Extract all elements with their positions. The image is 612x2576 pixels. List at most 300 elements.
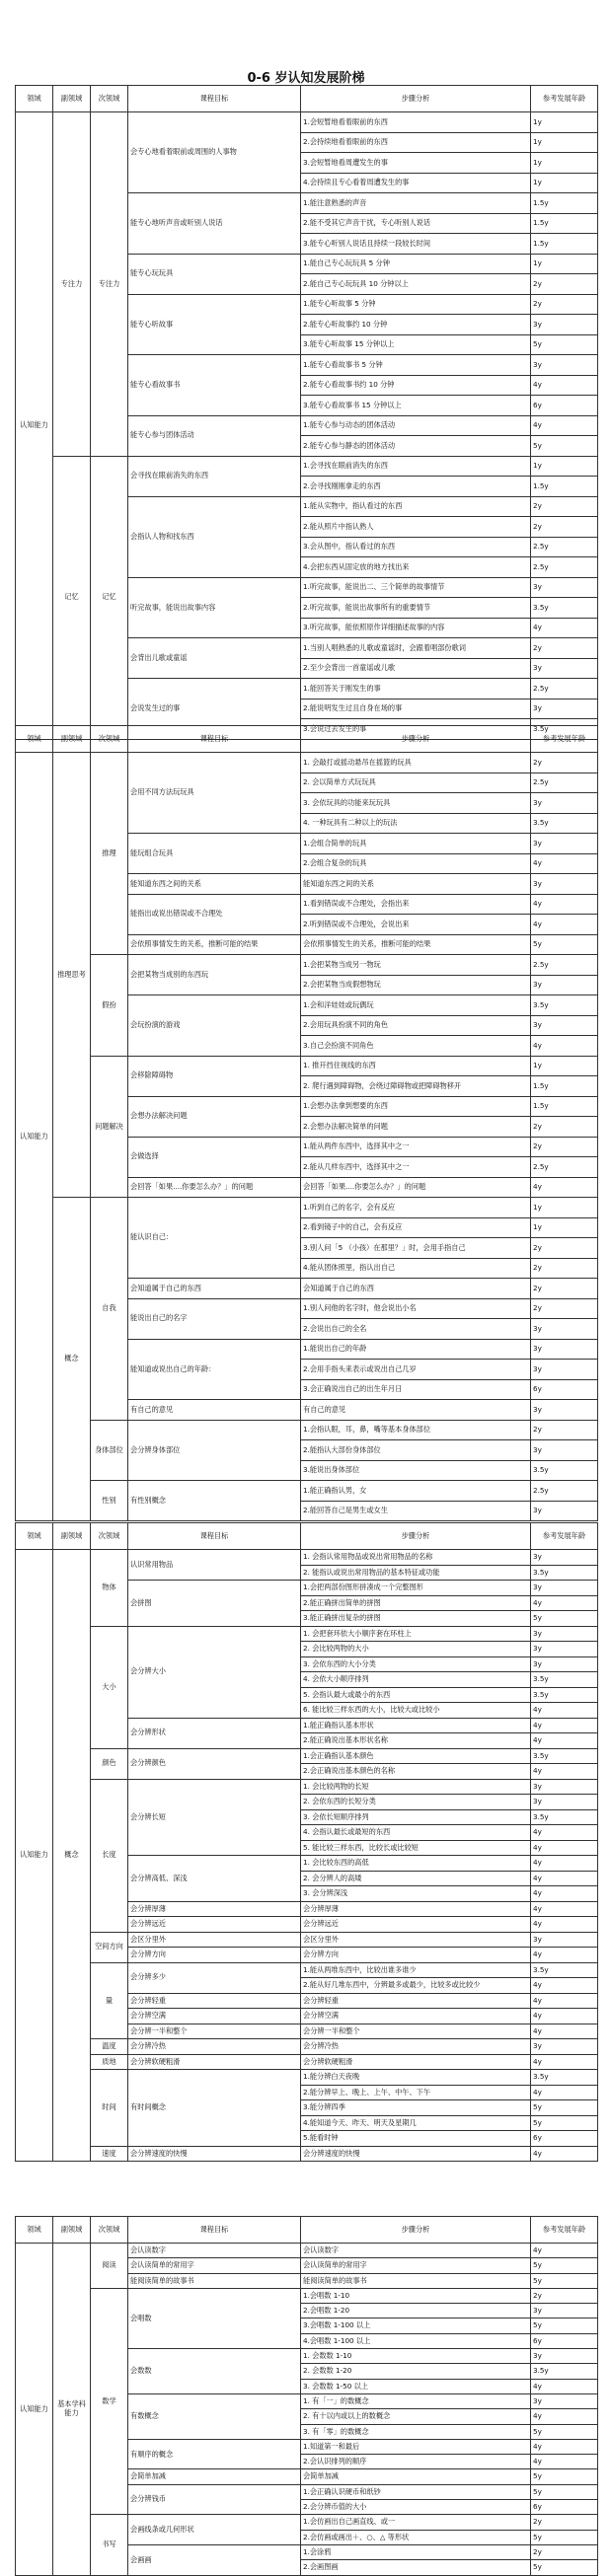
cell-step: 2.能专心参与静态的团体活动 xyxy=(301,436,531,457)
cell-step: 2.至少会背出一首童谣或儿歌 xyxy=(301,658,531,679)
cell-step: 1.会寻找在眼前消失的东西 xyxy=(301,456,531,477)
cell-goal: 会分辨一半和整个 xyxy=(128,2024,301,2039)
cell-second: 阅读 xyxy=(91,2244,128,2289)
cell-goal: 会唱数 xyxy=(128,2288,301,2348)
cell-goal: 会分辨轻重 xyxy=(128,1993,301,2009)
cell-age: 4y xyxy=(531,1703,598,1719)
table-row xyxy=(16,2515,598,2530)
cell-age: 1y xyxy=(531,1198,598,1218)
cell-second: 自我 xyxy=(91,1198,128,1421)
cell-age: 3.5y xyxy=(531,719,598,740)
cell-age: 5y xyxy=(531,2115,598,2131)
table-section-3 xyxy=(15,1522,597,2162)
cell-age: 2y xyxy=(531,1258,598,1279)
cell-step: 会区分里外 xyxy=(301,1932,531,1948)
cell-goal: 能指出或说出错误或不合理处 xyxy=(128,894,301,934)
table-row xyxy=(16,1932,598,1948)
cell-step: 2.能正确拼出简单的拼图 xyxy=(301,1595,531,1611)
cell-step: 2.会说出自己的全名 xyxy=(301,1319,531,1340)
cell-step: 1.会涂鸦 xyxy=(301,2544,531,2559)
cell-step: 1. 有「一」的数概念 xyxy=(301,2393,531,2408)
cell-step: 1.会仿画出自己画直线、或一 xyxy=(301,2515,531,2530)
cell-age: 3.5y xyxy=(531,1748,598,1764)
cell-age: 2y xyxy=(531,2288,598,2303)
cell-step: 3.会短暂地看周遭发生的事 xyxy=(301,153,531,174)
cell-step: 3. 有「零」的数概念 xyxy=(301,2424,531,2439)
cell-goal: 会分辨方向 xyxy=(128,1948,301,1963)
cell-step: 5. 能比较三样东西，比较长或比较短 xyxy=(301,1840,531,1856)
header-second: 次领域 xyxy=(91,86,128,112)
cell-goal: 认识常用物品 xyxy=(128,1550,301,1581)
table-section-1 xyxy=(15,85,597,740)
cell-step: 2.会组合复杂的玩具 xyxy=(301,853,531,874)
header-age: 参考发展年龄 xyxy=(531,86,598,112)
cell-goal: 能说出自己的名字 xyxy=(128,1298,301,1339)
cell-age: 1y xyxy=(531,112,598,133)
table-row xyxy=(16,2146,598,2162)
cell-goal: 会分辨颜色 xyxy=(128,1748,301,1779)
cell-step: 3.能分辨四季 xyxy=(301,2100,531,2116)
cell-age: 3y xyxy=(531,658,598,679)
cell-step: 3. 会分辨深浅 xyxy=(301,1886,531,1902)
cell-age: 3y xyxy=(531,2039,598,2055)
cell-age: 5y xyxy=(531,334,598,355)
cell-subdomain: 概念 xyxy=(53,1198,91,1521)
cell-step: 2.能从照片中指认熟人 xyxy=(301,517,531,538)
cell-second: 大小 xyxy=(91,1626,128,1748)
header-row xyxy=(16,726,598,753)
cell-age: 4y xyxy=(531,1871,598,1886)
cell-age: 3.5y xyxy=(531,598,598,619)
cell-age: 3.5y xyxy=(531,1687,598,1703)
cell-step: 会分辨空满 xyxy=(301,2009,531,2024)
cell-goal: 会画画 xyxy=(128,2544,301,2575)
table-row xyxy=(16,112,598,133)
cell-age: 2y xyxy=(531,517,598,538)
cell-age: 5y xyxy=(531,1611,598,1627)
header-second: 次领域 xyxy=(91,1523,128,1550)
header-subdomain: 副领域 xyxy=(53,86,91,112)
cell-step: 1.会正确认识硬币和纸钞 xyxy=(301,2484,531,2499)
cell-age: 4y xyxy=(531,1978,598,1994)
cell-step: 1.当别人唱熟悉的儿歌或童谣时，会跟着唱部份歌词 xyxy=(301,638,531,659)
cell-step: 2.会用手指头来表示或说出自己几岁 xyxy=(301,1360,531,1380)
cell-age: 2y xyxy=(531,1279,598,1299)
table-row xyxy=(16,456,598,477)
cell-goal: 会把某物当成别的东西玩 xyxy=(128,955,301,995)
cell-age: 3.5y xyxy=(531,1962,598,1978)
cell-age: 3y xyxy=(531,1360,598,1380)
cell-age: 2y xyxy=(531,638,598,659)
header-steps: 步骤分析 xyxy=(301,726,531,753)
cell-step: 1.能专心听故事 5 分钟 xyxy=(301,294,531,315)
cell-goal: 能阅读简单的故事书 xyxy=(128,2273,301,2288)
cell-age: 3y xyxy=(531,355,598,376)
cell-step: 3.会正确说出自己的出生年月日 xyxy=(301,1379,531,1400)
header-age: 参考发展年龄 xyxy=(531,726,598,753)
cell-age: 4y xyxy=(531,1177,598,1198)
cell-goal: 会说发生过的事 xyxy=(128,679,301,740)
cell-age: 3.5y xyxy=(531,1460,598,1481)
cell-step: 2. 会数数 1-20 xyxy=(301,2364,531,2379)
cell-age: 4y xyxy=(531,2439,598,2454)
cell-second: 专注力 xyxy=(91,112,128,457)
cell-step: 1.会指认眼，耳，鼻，嘴等基本身体部位 xyxy=(301,1420,531,1440)
cell-goal: 能专心地听声音或听别人说话 xyxy=(128,193,301,255)
cell-subdomain: 专注力 xyxy=(53,112,91,457)
cell-age: 1y xyxy=(531,173,598,193)
cell-step: 1. 会比较两物的长短 xyxy=(301,1779,531,1795)
cell-second: 速度 xyxy=(91,2146,128,2162)
cell-age: 4y xyxy=(531,1856,598,1872)
cell-age: 4y xyxy=(531,2379,598,2393)
cell-age: 2y xyxy=(531,1298,598,1319)
cell-age: 3.5y xyxy=(531,2364,598,2379)
cell-step: 1. 会数数 1-10 xyxy=(301,2349,531,2364)
cell-step: 4. 会指认最长或最短的东西 xyxy=(301,1825,531,1841)
cell-goal: 会回答「如果....你要怎么办？」的问题 xyxy=(128,1177,301,1198)
cell-goal: 有顺序的概念 xyxy=(128,2439,301,2469)
cell-goal: 能专心看故事书 xyxy=(128,355,301,416)
cell-age: 5y xyxy=(531,934,598,955)
cell-age: 1.5y xyxy=(531,213,598,234)
cell-age: 3y xyxy=(531,1642,598,1657)
cell-age: 2.5y xyxy=(531,1481,598,1502)
cell-step: 会分辨冷热 xyxy=(301,2039,531,2055)
cell-second: 空间方向 xyxy=(91,1932,128,1962)
cell-age: 4y xyxy=(531,1595,598,1611)
cell-age: 4y xyxy=(531,2085,598,2100)
cell-goal: 会分辨远近 xyxy=(128,1917,301,1933)
header-subdomain: 副领域 xyxy=(53,726,91,753)
cell-step: 会认读简单的常用字 xyxy=(301,2258,531,2273)
header-second: 次领域 xyxy=(91,2217,128,2244)
cell-age: 1.5y xyxy=(531,193,598,214)
cell-step: 2.会想办法解决简单的问题 xyxy=(301,1117,531,1138)
cell-step: 会知道属于自己的东西 xyxy=(301,1279,531,1299)
header-goal: 课程目标 xyxy=(128,2217,301,2244)
cell-goal: 会分辨长短 xyxy=(128,1779,301,1856)
cell-goal: 有性别概念 xyxy=(128,1481,301,1521)
cell-domain: 认知能力 xyxy=(16,1550,53,2162)
table-section-2 xyxy=(15,725,597,1521)
cell-age: 1y xyxy=(531,1056,598,1076)
cell-age: 2y xyxy=(531,496,598,517)
cell-step: 4. 一种玩具有二种以上的玩法 xyxy=(301,813,531,834)
cell-age: 3y xyxy=(531,793,598,814)
cell-step: 4.会持续且专心看着周遭发生的事 xyxy=(301,173,531,193)
cell-age: 3y xyxy=(531,315,598,335)
cell-age: 1.5y xyxy=(531,477,598,497)
cell-age: 2.5y xyxy=(531,679,598,699)
cell-age: 5y xyxy=(531,436,598,457)
cell-age: 5y xyxy=(531,2424,598,2439)
header-goal: 课程目标 xyxy=(128,1523,301,1550)
cell-step: 4.会唱数 1-100 以上 xyxy=(301,2333,531,2348)
curriculum-table xyxy=(15,2216,598,2576)
cell-age: 2.5y xyxy=(531,773,598,793)
cell-age: 2y xyxy=(531,294,598,315)
cell-second: 数学 xyxy=(91,2288,128,2514)
cell-age: 3y xyxy=(531,1581,598,1596)
cell-goal: 会分辨钱币 xyxy=(128,2484,301,2515)
cell-age: 4y xyxy=(531,2455,598,2469)
cell-step: 2.能正确说出基本形状名称 xyxy=(301,1733,531,1749)
cell-age: 4y xyxy=(531,1917,598,1933)
cell-step: 1. 推开挡住视线的东西 xyxy=(301,1056,531,1076)
table-row xyxy=(16,2039,598,2055)
cell-age: 5y xyxy=(531,2100,598,2116)
cell-goal: 会知道属于自己的东西 xyxy=(128,1279,301,1299)
cell-age: 3y xyxy=(531,1656,598,1672)
cell-step: 1.能回答关于刚发生的事 xyxy=(301,679,531,699)
cell-second: 物体 xyxy=(91,1550,128,1627)
cell-goal: 能知道东西之间的关系 xyxy=(128,874,301,895)
cell-step: 会分辨厚薄 xyxy=(301,1901,531,1917)
cell-goal: 会认读简单的常用字 xyxy=(128,2258,301,2273)
header-row xyxy=(16,2217,598,2244)
cell-age: 3y xyxy=(531,2393,598,2408)
cell-step: 2.看到镜子中的自己，会有反应 xyxy=(301,1217,531,1238)
cell-age: 4y xyxy=(531,1825,598,1841)
cell-domain: 认知能力 xyxy=(16,753,53,1521)
cell-step: 2.能回答自己是男生或女生 xyxy=(301,1501,531,1521)
cell-goal: 会做选择 xyxy=(128,1137,301,1177)
cell-step: 2.能从好几堆东西中，分辨最多或最少，比较多或比较少 xyxy=(301,1978,531,1994)
cell-goal: 会移除障碍物 xyxy=(128,1056,301,1096)
cell-age: 3y xyxy=(531,1779,598,1795)
header-age: 参考发展年龄 xyxy=(531,1523,598,1550)
cell-step: 1.能专心看故事书 5 分钟 xyxy=(301,355,531,376)
header-domain: 领域 xyxy=(16,2217,53,2244)
cell-goal: 听完故事，能说出故事内容 xyxy=(128,577,301,638)
cell-age: 3y xyxy=(531,577,598,598)
header-domain: 领域 xyxy=(16,86,53,112)
cell-step: 会分辨远近 xyxy=(301,1917,531,1933)
cell-step: 3. 会依东西的大小分类 xyxy=(301,1656,531,1672)
cell-age: 3y xyxy=(531,1501,598,1521)
cell-step: 2. 会依东西的长短分类 xyxy=(301,1795,531,1810)
cell-goal: 会背出儿歌或童谣 xyxy=(128,638,301,679)
cell-age: 2.5y xyxy=(531,537,598,557)
cell-step: 能阅读简单的故事书 xyxy=(301,2273,531,2288)
cell-age: 4y xyxy=(531,1733,598,1749)
cell-age: 3y xyxy=(531,2304,598,2318)
cell-step: 2.会把某物当成假想物玩 xyxy=(301,975,531,995)
cell-step: 1.会短暂地看着眼前的东西 xyxy=(301,112,531,133)
cell-age: 2.5y xyxy=(531,955,598,976)
cell-step: 3.能专心听别人说话且持续一段较长时间 xyxy=(301,234,531,255)
cell-goal: 能认识自己： xyxy=(128,1198,301,1279)
cell-second: 时间 xyxy=(91,2070,128,2147)
cell-step: 1.知道第一和最后 xyxy=(301,2439,531,2454)
cell-step: 2. 会比较两物的大小 xyxy=(301,1642,531,1657)
cell-step: 1.能分辨白天夜晚 xyxy=(301,2070,531,2086)
cell-step: 3.会从图中，指认看过的东西 xyxy=(301,537,531,557)
cell-second: 记忆 xyxy=(91,456,128,739)
cell-age: 3y xyxy=(531,1400,598,1421)
cell-age: 4y xyxy=(531,2244,598,2258)
cell-second: 假扮 xyxy=(91,955,128,1057)
cell-age: 3y xyxy=(531,2349,598,2364)
cell-age: 3y xyxy=(531,1932,598,1948)
cell-second: 推理 xyxy=(91,753,128,955)
cell-step: 6. 能比较三样东西的大小，比较大或比较小 xyxy=(301,1703,531,1719)
curriculum-table xyxy=(15,1522,598,2162)
cell-step: 5. 会指认最大或最小的东西 xyxy=(301,1687,531,1703)
cell-step: 3.会说过去发生的事 xyxy=(301,719,531,740)
cell-goal: 会依照事情发生的关系，推断可能的结果 xyxy=(128,934,301,955)
cell-age: 4y xyxy=(531,2009,598,2024)
cell-step: 2. 爬行遇到障碍物，会绕过障碍物或把障碍物移开 xyxy=(301,1076,531,1097)
header-domain: 领域 xyxy=(16,1523,53,1550)
table-row xyxy=(16,2070,598,2086)
cell-step: 3.自己会扮演不同角色 xyxy=(301,1036,531,1057)
cell-goal: 能知道或说出自己的年龄： xyxy=(128,1339,301,1400)
cell-step: 1.会正确指认基本颜色 xyxy=(301,1748,531,1764)
cell-age: 4y xyxy=(531,1840,598,1856)
cell-second: 质地 xyxy=(91,2054,128,2070)
header-steps: 步骤分析 xyxy=(301,1523,531,1550)
cell-step: 2.能专心听故事约 10 分钟 xyxy=(301,315,531,335)
cell-subdomain: 推理思考 xyxy=(53,753,91,1198)
table-row xyxy=(16,1962,598,1978)
cell-age: 6y xyxy=(531,2333,598,2348)
cell-goal: 会分辨软硬粗滑 xyxy=(128,2054,301,2070)
cell-age: 2y xyxy=(531,1117,598,1138)
cell-step: 会依照事情发生的关系，推断可能的结果 xyxy=(301,934,531,955)
cell-age: 4y xyxy=(531,1901,598,1917)
header-goal: 课程目标 xyxy=(128,86,301,112)
cell-step: 1.会想办法拿到想要的东西 xyxy=(301,1096,531,1117)
cell-second: 量 xyxy=(91,1962,128,2039)
cell-age: 3.5y xyxy=(531,1672,598,1688)
cell-step: 2. 能指认或说出常用物品的基本特征或功能 xyxy=(301,1565,531,1581)
cell-goal: 会区分里外 xyxy=(128,1932,301,1948)
cell-age: 5y xyxy=(531,2484,598,2499)
cell-step: 1.能专心参与动态的团体活动 xyxy=(301,415,531,436)
cell-age: 4y xyxy=(531,375,598,396)
table-row xyxy=(16,1779,598,1795)
cell-step: 2.能从几样东西中，选择其中之一 xyxy=(301,1157,531,1178)
cell-age: 3.5y xyxy=(531,813,598,834)
cell-step: 1.听到自己的名字，会有反应 xyxy=(301,1198,531,1218)
cell-goal: 会指认人物和找东西 xyxy=(128,496,301,577)
cell-step: 有自己的意见 xyxy=(301,1400,531,1421)
cell-goal: 会想办法解决问题 xyxy=(128,1096,301,1137)
cell-step: 2.会认识排列的顺序 xyxy=(301,2455,531,2469)
cell-second: 书写 xyxy=(91,2515,128,2575)
cell-age: 2y xyxy=(531,2515,598,2530)
cell-step: 1.能注意熟悉的声音 xyxy=(301,193,531,214)
cell-age: 2.5y xyxy=(531,1157,598,1178)
cell-age: 4y xyxy=(531,2054,598,2070)
table-row xyxy=(16,1056,598,1076)
cell-step: 2.会唱数 1-20 xyxy=(301,2304,531,2318)
cell-step: 1.看到错误或不合理处，会指出来 xyxy=(301,894,531,915)
cell-goal: 有时间概念 xyxy=(128,2070,301,2147)
cell-age: 3y xyxy=(531,1319,598,1340)
cell-age: 2y xyxy=(531,2544,598,2559)
cell-step: 2.听完故事，能说出故事所有的重要情节 xyxy=(301,598,531,619)
cell-step: 1. 会敲打或摇动悬吊在摇篮的玩具 xyxy=(301,753,531,773)
cell-age: 1y xyxy=(531,132,598,153)
table-row xyxy=(16,1481,598,1502)
cell-step: 1.能说出自己的年龄 xyxy=(301,1339,531,1360)
cell-domain: 认知能力 xyxy=(16,112,53,740)
cell-age: 3y xyxy=(531,1626,598,1642)
cell-age: 3y xyxy=(531,699,598,719)
cell-age: 2.5y xyxy=(531,557,598,578)
cell-second: 温度 xyxy=(91,2039,128,2055)
cell-goal: 会分辨速度的快慢 xyxy=(128,2146,301,2162)
cell-age: 3y xyxy=(531,975,598,995)
cell-step: 2.会寻找刚刚拿走的东西 xyxy=(301,477,531,497)
cell-age: 3y xyxy=(531,1795,598,1810)
cell-step: 4.能知道今天、昨天、明天及星期几 xyxy=(301,2115,531,2131)
cell-second: 长度 xyxy=(91,1779,128,1932)
cell-step: 会分辨一半和整个 xyxy=(301,2024,531,2039)
cell-age: 3y xyxy=(531,1015,598,1036)
cell-age: 5y xyxy=(531,2469,598,2484)
cell-second: 身体部位 xyxy=(91,1420,128,1481)
cell-age: 3y xyxy=(531,1339,598,1360)
cell-step: 1.会把某物当成另一物玩 xyxy=(301,955,531,976)
cell-goal: 会分辨多少 xyxy=(128,1962,301,1993)
table-row xyxy=(16,2288,598,2303)
cell-second: 颜色 xyxy=(91,1748,128,1779)
cell-age: 4y xyxy=(531,1886,598,1902)
cell-age: 4y xyxy=(531,618,598,638)
cell-step: 1.会组合简单的玩具 xyxy=(301,834,531,854)
table-section-4 xyxy=(15,2216,597,2576)
cell-step: 1.听完故事，能说出二、三个简单的故事情节 xyxy=(301,577,531,598)
cell-step: 2.听到错误或不合理处，会说出来 xyxy=(301,915,531,935)
cell-age: 3.5y xyxy=(531,995,598,1016)
cell-step: 2.能不受其它声音干扰，专心听别人说话 xyxy=(301,213,531,234)
cell-age: 1y xyxy=(531,456,598,477)
cell-step: 5.能看时钟 xyxy=(301,2131,531,2147)
cell-age: 3y xyxy=(531,874,598,895)
cell-age: 4y xyxy=(531,1948,598,1963)
cell-step: 会简单加减 xyxy=(301,2469,531,2484)
cell-step: 2.能专心看故事书约 10 分钟 xyxy=(301,375,531,396)
cell-step: 能知道东西之间的关系 xyxy=(301,874,531,895)
cell-goal: 能专心听故事 xyxy=(128,294,301,355)
cell-goal: 会寻找在眼前消失的东西 xyxy=(128,456,301,496)
cell-step: 1. 会把套环依大小顺序套在环柱上 xyxy=(301,1626,531,1642)
cell-age: 6y xyxy=(531,396,598,416)
header-subdomain: 副领域 xyxy=(53,1523,91,1550)
cell-step: 1.能自己专心玩玩具 5 分钟 xyxy=(301,254,531,274)
cell-age: 2y xyxy=(531,274,598,295)
table-row xyxy=(16,1550,598,1566)
table-row xyxy=(16,2244,598,2258)
cell-step: 4.会把东西从固定放的地方找出来 xyxy=(301,557,531,578)
cell-step: 1.能从两堆东西中，比较出谁多谁少 xyxy=(301,1962,531,1978)
cell-step: 会分辨软硬粗滑 xyxy=(301,2054,531,2070)
cell-step: 1.能从两件东西中，选择其中之一 xyxy=(301,1137,531,1157)
cell-goal: 会分辨厚薄 xyxy=(128,1901,301,1917)
cell-goal: 会玩扮演的游戏 xyxy=(128,995,301,1057)
cell-step: 3.听完故事，能依照原作详细描述故事的内容 xyxy=(301,618,531,638)
header-age: 参考发展年龄 xyxy=(531,2217,598,2244)
header-steps: 步骤分析 xyxy=(301,2217,531,2244)
cell-step: 3.能专心看故事书 15 分钟以上 xyxy=(301,396,531,416)
cell-step: 3.能说出身体部位 xyxy=(301,1460,531,1481)
page-title: 0-6 岁认知发展阶梯 xyxy=(247,71,365,86)
cell-age: 1.5y xyxy=(531,1076,598,1097)
